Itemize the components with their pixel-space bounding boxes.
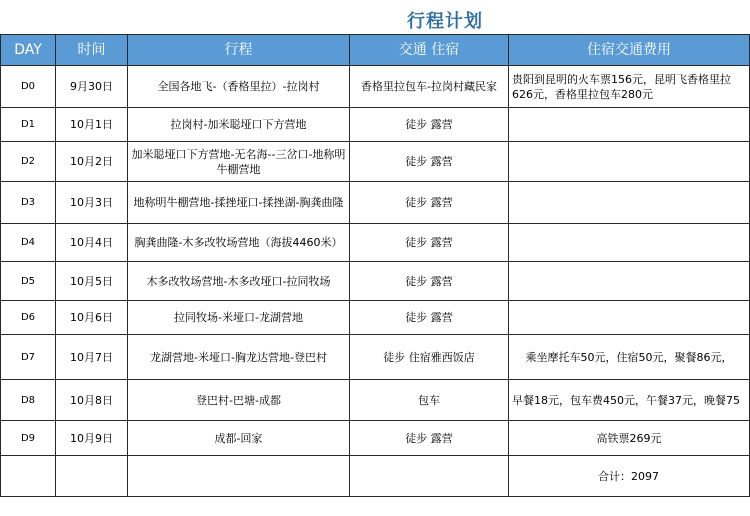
transport-cell[interactable]: 徒步 露营	[350, 142, 509, 182]
transport-cell[interactable]: 徒步 露营	[350, 262, 509, 301]
date-cell[interactable]: 10月2日	[56, 142, 128, 182]
transport-cell[interactable]: 徒步 露营	[350, 421, 509, 456]
day-cell[interactable]: D3	[1, 182, 56, 224]
cost-cell[interactable]	[509, 224, 750, 262]
table-row	[1, 421, 750, 456]
table-row	[1, 335, 750, 380]
day-cell[interactable]: D6	[1, 301, 56, 335]
cost-cell[interactable]: 乘坐摩托车50元，住宿50元，聚餐86元，	[509, 335, 750, 380]
empty-cell[interactable]	[56, 456, 128, 497]
cost-cell[interactable]	[509, 108, 750, 142]
transport-cell[interactable]: 香格里拉包车-拉岗村藏民家	[350, 66, 509, 108]
day-cell[interactable]: D2	[1, 142, 56, 182]
day-cell[interactable]: D1	[1, 108, 56, 142]
day-cell[interactable]: D5	[1, 262, 56, 301]
page-title: 行程计划	[407, 11, 483, 32]
itinerary-cell[interactable]: 拉同牧场-米垭口-龙湖营地	[128, 301, 350, 335]
total-cell[interactable]: 合计：2097	[509, 456, 750, 497]
date-cell[interactable]: 9月30日	[56, 66, 128, 108]
cost-cell[interactable]	[509, 301, 750, 335]
itinerary-cell[interactable]: 全国各地飞-（香格里拉）-拉岗村	[128, 66, 350, 108]
itinerary-table	[0, 34, 750, 497]
date-cell[interactable]: 10月7日	[56, 335, 128, 380]
table-row	[1, 224, 750, 262]
transport-cell[interactable]: 包车	[350, 380, 509, 421]
date-cell[interactable]: 10月3日	[56, 182, 128, 224]
table-row	[1, 262, 750, 301]
empty-cell[interactable]	[1, 456, 56, 497]
day-cell[interactable]: D4	[1, 224, 56, 262]
header-itinerary[interactable]: 行程	[128, 35, 350, 66]
cost-cell[interactable]: 贵阳到昆明的火车票156元，昆明飞香格里拉626元，香格里拉包车280元	[509, 66, 750, 108]
transport-cell[interactable]: 徒步 露营	[350, 182, 509, 224]
day-cell[interactable]: D9	[1, 421, 56, 456]
table-row	[1, 301, 750, 335]
date-cell[interactable]: 10月5日	[56, 262, 128, 301]
itinerary-cell[interactable]: 地称明牛棚营地-揉挫垭口-揉挫湖-胸龚曲隆	[128, 182, 350, 224]
table-row	[1, 142, 750, 182]
transport-cell[interactable]: 徒步 露营	[350, 301, 509, 335]
empty-cell[interactable]	[350, 456, 509, 497]
date-cell[interactable]: 10月1日	[56, 108, 128, 142]
itinerary-cell[interactable]: 木多改牧场营地-木多改垭口-拉同牧场	[128, 262, 350, 301]
itinerary-cell[interactable]: 登巴村-巴塘-成都	[128, 380, 350, 421]
day-cell[interactable]: D7	[1, 335, 56, 380]
day-cell[interactable]: D8	[1, 380, 56, 421]
table-row	[1, 66, 750, 108]
date-cell[interactable]: 10月8日	[56, 380, 128, 421]
transport-cell[interactable]: 徒步 露营	[350, 108, 509, 142]
itinerary-cell[interactable]: 拉岗村-加米聪垭口下方营地	[128, 108, 350, 142]
itinerary-cell[interactable]: 加米聪垭口下方营地-无名海--三岔口-地称明牛棚营地	[128, 142, 350, 182]
cost-cell[interactable]	[509, 262, 750, 301]
transport-cell[interactable]: 徒步 露营	[350, 224, 509, 262]
cost-cell[interactable]	[509, 142, 750, 182]
table-row	[1, 182, 750, 224]
header-row	[1, 35, 750, 66]
cost-cell[interactable]: 高铁票269元	[509, 421, 750, 456]
empty-cell[interactable]	[128, 456, 350, 497]
date-cell[interactable]: 10月6日	[56, 301, 128, 335]
table-row	[1, 108, 750, 142]
header-cost[interactable]: 住宿交通费用	[509, 35, 750, 66]
transport-cell[interactable]: 徒步 住宿雅西饭店	[350, 335, 509, 380]
itinerary-cell[interactable]: 龙湖营地-米垭口-胸龙达营地-登巴村	[128, 335, 350, 380]
itinerary-cell[interactable]: 成都-回家	[128, 421, 350, 456]
table-row	[1, 380, 750, 421]
cost-cell[interactable]	[509, 182, 750, 224]
header-transport[interactable]: 交通 住宿	[350, 35, 509, 66]
header-day[interactable]: DAY	[1, 35, 56, 66]
date-cell[interactable]: 10月4日	[56, 224, 128, 262]
day-cell[interactable]: D0	[1, 66, 56, 108]
date-cell[interactable]: 10月9日	[56, 421, 128, 456]
cost-cell[interactable]: 早餐18元，包车费450元，午餐37元，晚餐75	[509, 380, 750, 421]
itinerary-cell[interactable]: 胸龚曲隆-木多改牧场营地（海拔4460米）	[128, 224, 350, 262]
total-row	[1, 456, 750, 497]
header-time[interactable]: 时间	[56, 35, 128, 66]
